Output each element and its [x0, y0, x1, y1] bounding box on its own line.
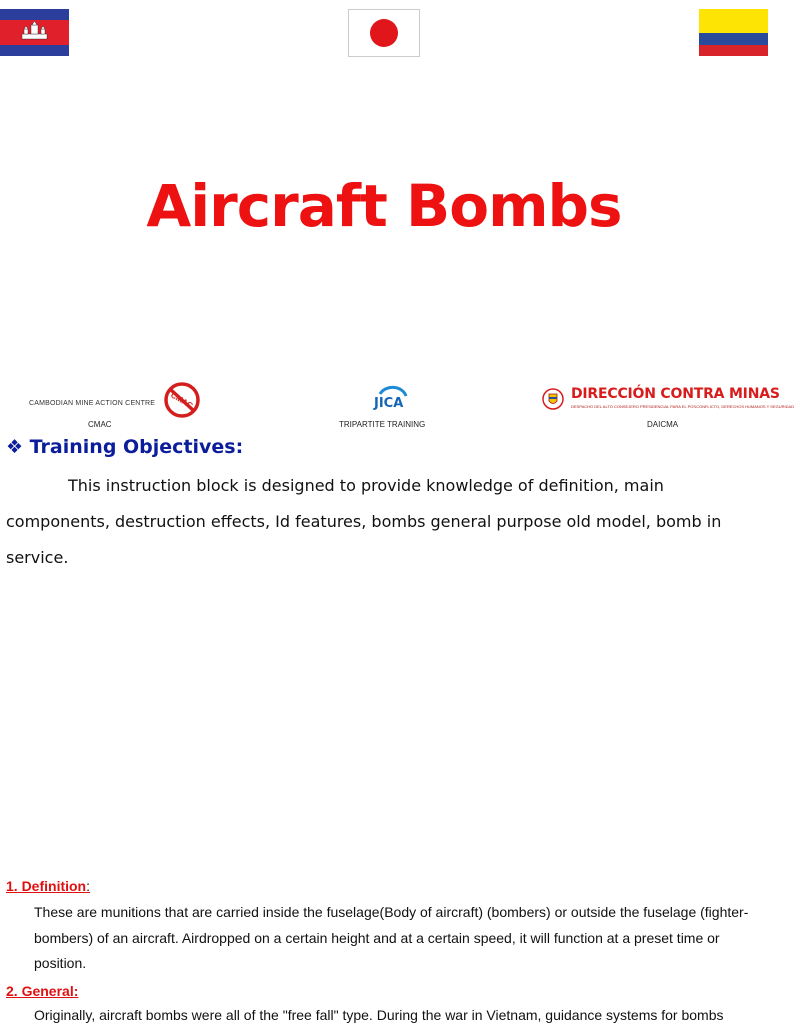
partner-logos [0, 378, 794, 438]
jica-caption: TRIPARTITE TRAINING [339, 420, 426, 429]
jica-mark: JICA [374, 396, 404, 411]
definition-colon: : [86, 878, 91, 894]
definition-heading-text: 1. Definition [6, 878, 87, 894]
objectives-heading-text: Training Objectives: [29, 436, 244, 458]
general-heading: 2. General: [6, 983, 79, 999]
jica-logo-icon [372, 380, 410, 412]
training-objectives-heading [6, 436, 243, 458]
daicma-title: DIRECCIÓN CONTRA MINAS [571, 386, 780, 402]
diamond-bullet-icon: ❖ [6, 436, 24, 458]
page-title: Aircraft Bombs [146, 172, 622, 240]
daicma-subtitle: DESPACHO DEL ALTO CONSEJERO PRESIDENCIAL PARA EL POSCONFLICTO, DERECHOS HUMANOS Y SEGURIDAD [571, 404, 794, 409]
japan-flag [348, 9, 420, 57]
general-text: Originally, aircraft bombs were all of the "free fall" type. During the war in Vietnam, guidance systems for bombs [34, 1007, 724, 1023]
daicma-caption: DAICMA [647, 420, 679, 429]
objectives-paragraph [6, 468, 761, 576]
objectives-text: This instruction block is designed to provide knowledge of definition, main components, destruction effects, Id features, bombs general purpose old model, bomb in service. [6, 476, 722, 567]
definition-text: These are munitions that are carried inside the fuselage(Body of aircraft) (bombers) or outside the fuselage (fighter-bombers) of an aircraft. Airdropped on a certain height and at a certain speed, it will function at a preset time or position. [34, 904, 749, 971]
cmac-mark: CMAC [169, 390, 195, 411]
cambodia-flag [0, 9, 69, 56]
cmac-caption: CMAC [88, 420, 112, 429]
colombia-coat-of-arms-icon [542, 386, 564, 412]
cmac-logo-icon [163, 381, 201, 419]
colombia-flag [699, 9, 768, 56]
cmac-name: CAMBODIAN MINE ACTION CENTRE [29, 400, 156, 407]
definition-heading [6, 878, 90, 894]
